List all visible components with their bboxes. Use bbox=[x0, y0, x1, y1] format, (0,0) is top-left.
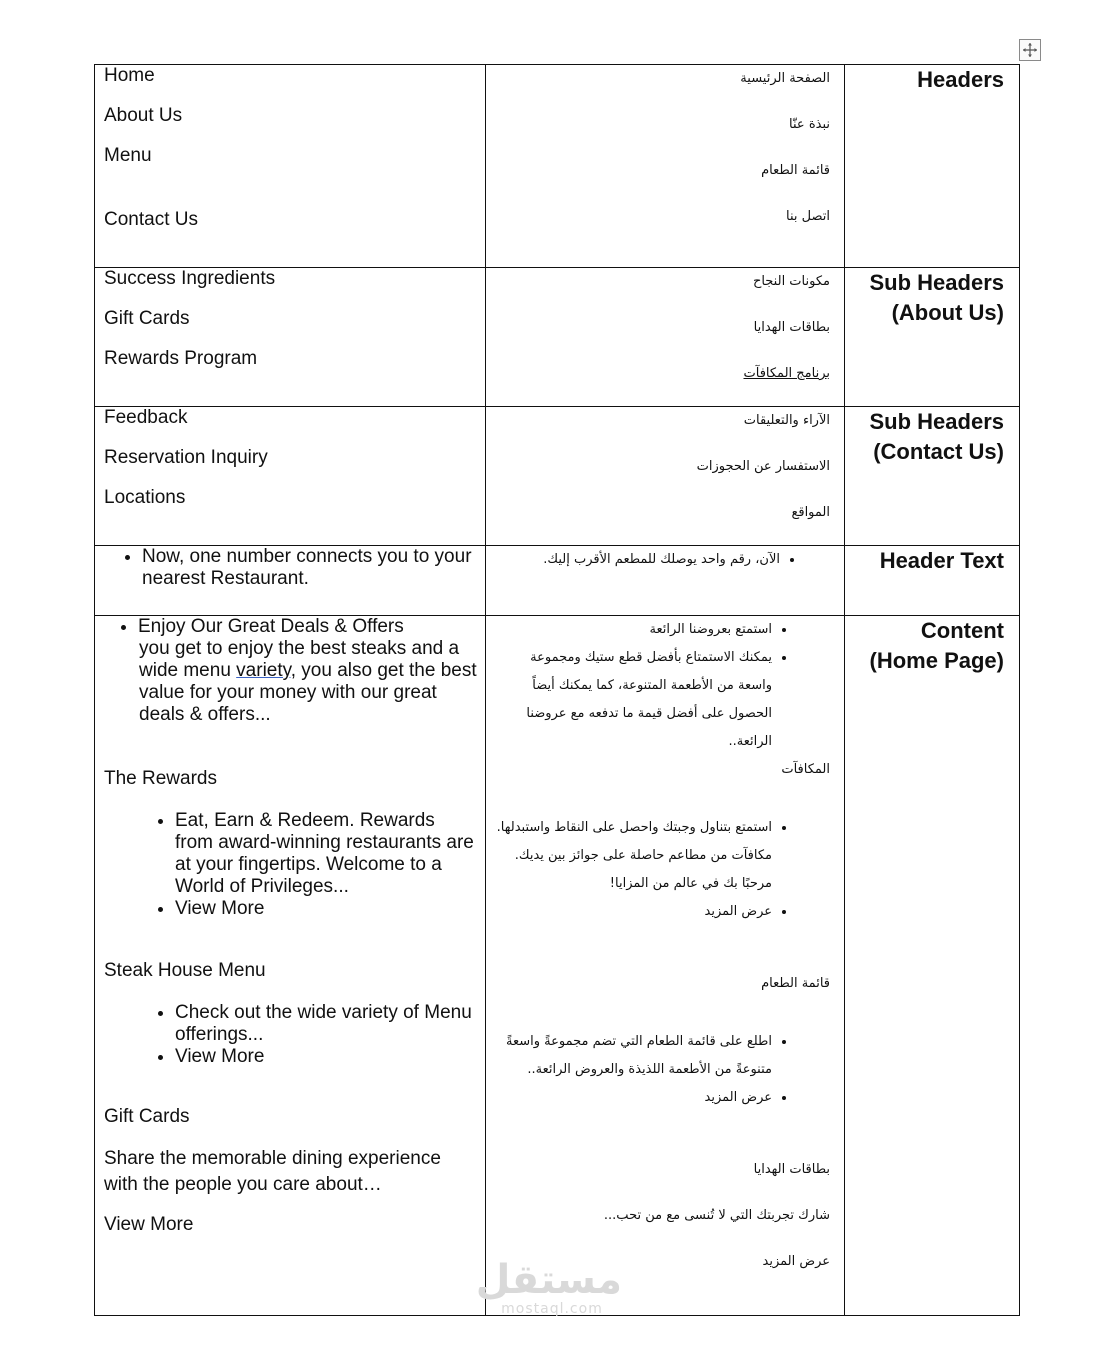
english-line: About Us bbox=[104, 105, 183, 126]
spell-marked-word: variety, bbox=[236, 660, 297, 681]
arabic-line: بطاقات الهدايا bbox=[753, 320, 830, 335]
translation-table bbox=[94, 64, 1020, 1316]
list-item: • Check out the wide variety of Menu offerings... bbox=[175, 1002, 477, 1046]
english-cell[interactable] bbox=[95, 616, 486, 1316]
arabic-cell[interactable] bbox=[486, 407, 845, 546]
intro-body: you get to enjoy the best steaks and a wide menu variety, you also get the best value for your money with our great deals & offers... bbox=[139, 638, 477, 725]
table-row bbox=[95, 268, 1020, 407]
english-cell[interactable] bbox=[95, 268, 486, 407]
table-row bbox=[95, 65, 1020, 268]
list-item: • اطلع على قائمة الطعام التي تضم مجموعةً واسعةً متنوعةً من الأطعمة اللذيذة والعروض الرائعة.. bbox=[496, 1028, 772, 1084]
section-header: Headers bbox=[917, 67, 1004, 92]
english-line: Feedback bbox=[104, 407, 188, 428]
english-line: Home bbox=[104, 65, 155, 86]
section-header: Sub Headers (About Us) bbox=[869, 270, 1004, 325]
arabic-cell[interactable] bbox=[486, 268, 845, 407]
arabic-line: برنامج المكافآت bbox=[743, 366, 830, 381]
arabic-line: الصفحة الرئيسية bbox=[740, 71, 830, 86]
english-line: Success Ingredients bbox=[104, 268, 276, 289]
section-header-cell[interactable] bbox=[845, 268, 1020, 407]
english-cell[interactable] bbox=[95, 546, 486, 616]
section-header: Sub Headers (Contact Us) bbox=[869, 409, 1004, 464]
list-item bbox=[138, 616, 477, 638]
arabic-line: اتصل بنا bbox=[786, 209, 830, 224]
table-row bbox=[95, 407, 1020, 546]
english-line: Gift Cards bbox=[104, 308, 190, 329]
section-header: Content (Home Page) bbox=[869, 618, 1004, 673]
section-header-cell[interactable] bbox=[845, 65, 1020, 268]
section-header-cell[interactable] bbox=[845, 616, 1020, 1316]
english-cell[interactable] bbox=[95, 407, 486, 546]
table-row bbox=[95, 546, 1020, 616]
rewards-heading: The Rewards bbox=[104, 768, 217, 789]
arabic-line: مكونات النجاح bbox=[752, 274, 830, 289]
view-more-link[interactable]: View More bbox=[104, 1214, 194, 1235]
menu-heading: قائمة الطعام bbox=[761, 976, 830, 991]
list-item: • Eat, Earn & Redeem. Rewards from award-winning restaurants are at your fingertips. Welcome to a World of Privileges... bbox=[175, 810, 477, 898]
english-cell[interactable] bbox=[95, 65, 486, 268]
list-item: • استمتع بعروضنا الرائعة bbox=[496, 616, 772, 644]
arabic-cell[interactable] bbox=[486, 546, 845, 616]
arabic-line: الآراء والتعليقات bbox=[743, 413, 830, 428]
arabic-cell[interactable] bbox=[486, 616, 845, 1316]
arabic-cell[interactable] bbox=[486, 65, 845, 268]
section-header: Header Text bbox=[879, 548, 1004, 573]
table-move-handle[interactable] bbox=[1019, 39, 1041, 61]
arabic-line: الاستفسار عن الحجوزات bbox=[696, 459, 830, 474]
watermark-latin: mostaql.com bbox=[501, 1301, 603, 1317]
gift-heading: Gift Cards bbox=[104, 1106, 190, 1127]
list-item: • يمكنك الاستمتاع بأفضل قطع ستيك ومجموعة واسعة من الأطعمة المتنوعة، كما يمكنك أيضاً الحصول على أفضل قيمة ما تدفعه مع عروضنا الرائعة.. bbox=[496, 644, 772, 756]
english-line: Reservation Inquiry bbox=[104, 447, 268, 468]
menu-heading: Steak House Menu bbox=[104, 960, 266, 981]
gift-text: Share the memorable dining experience with the people you care about… bbox=[104, 1148, 441, 1195]
gift-heading: بطاقات الهدايا bbox=[753, 1162, 830, 1177]
table-row bbox=[95, 616, 1020, 1316]
english-line: Locations bbox=[104, 487, 186, 508]
view-more-link[interactable]: • View More bbox=[175, 898, 477, 920]
list-item: • الآن، رقم واحد يوصلك للمطعم الأقرب إليك. bbox=[496, 546, 780, 574]
section-header-cell[interactable] bbox=[845, 407, 1020, 546]
arabic-line: قائمة الطعام bbox=[761, 163, 830, 178]
view-more-link[interactable]: • عرض المزيد bbox=[496, 1084, 772, 1112]
gift-text: شارك تجربتك التي لا تُنسى مع من تحب... bbox=[603, 1208, 830, 1223]
view-more-link[interactable]: • عرض المزيد bbox=[496, 898, 772, 926]
section-header-cell[interactable] bbox=[845, 546, 1020, 616]
watermark-arabic: مستقل bbox=[475, 1257, 622, 1303]
english-line: Menu bbox=[104, 145, 152, 166]
arabic-line: نبذة عنّا bbox=[789, 117, 830, 132]
view-more-link[interactable]: عرض المزيد bbox=[762, 1254, 830, 1269]
intro-title: Enjoy Our Great Deals & Offers bbox=[138, 616, 404, 637]
rewards-heading: المكافآت bbox=[781, 762, 830, 777]
english-line: Rewards Program bbox=[104, 348, 258, 369]
list-item: • استمتع بتناول وجبتك واحصل على النقاط واستبدلها. مكافآت من مطاعم حاصلة على جوائز بين يديك. مرحبًا بك في عالم من المزايا! bbox=[496, 814, 772, 898]
move-arrows-icon bbox=[1022, 42, 1038, 58]
view-more-link[interactable]: • View More bbox=[175, 1046, 477, 1068]
english-line: Contact Us bbox=[104, 209, 198, 230]
arabic-line: المواقع bbox=[791, 505, 830, 520]
list-item: • Now, one number connects you to your nearest Restaurant. bbox=[142, 546, 477, 590]
